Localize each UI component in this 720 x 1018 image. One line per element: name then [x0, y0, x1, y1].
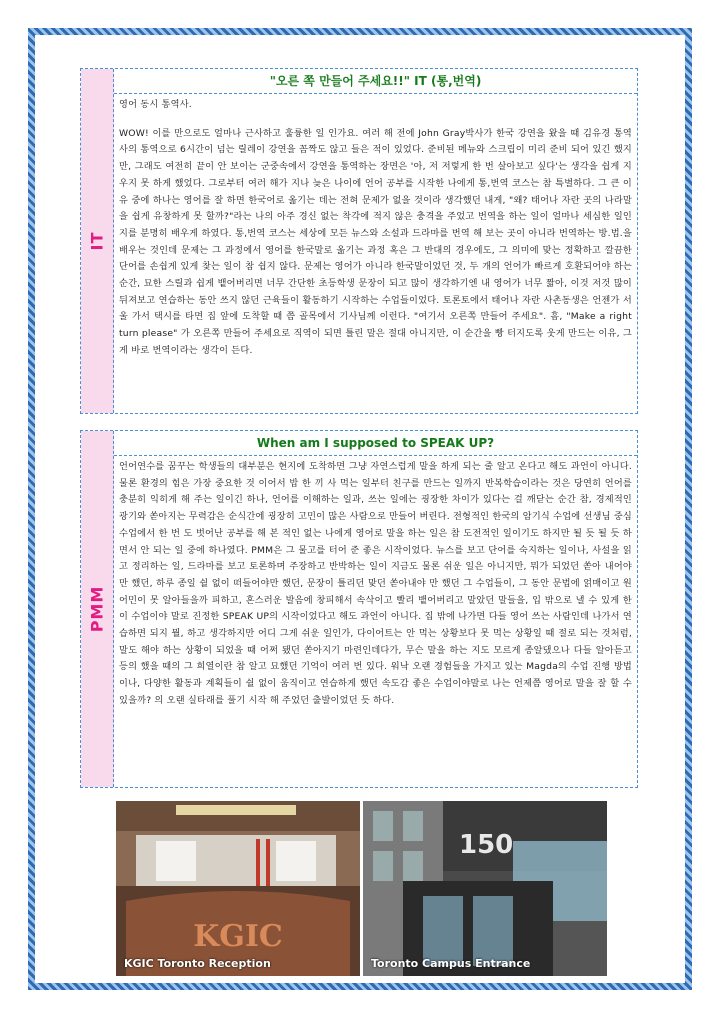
it-section-title: "오른 쪽 만들어 주세요!!" IT (통,번역)	[114, 69, 637, 94]
pmm-side-label: PMM	[87, 585, 107, 633]
pmm-side-bar	[81, 431, 114, 787]
campus-photo	[363, 801, 607, 976]
reception-photo	[116, 801, 360, 976]
pmm-section-title: When am I supposed to SPEAK UP?	[114, 431, 637, 456]
kgic-sign-text: KGIC	[193, 919, 283, 954]
it-section	[80, 68, 638, 414]
campus-illustration	[363, 801, 607, 976]
pmm-body	[119, 459, 632, 710]
it-side-label: IT	[87, 231, 107, 251]
reception-illustration	[116, 801, 360, 976]
pmm-paragraph: 언어연수를 꿈꾸는 학생들의 대부분은 현지에 도착하면 그냥 자연스럽게 말을 하게 되는 줄 알고 온다고 해도 과언이 아니다. 물론 환경의 힘은 가장 중요한 것 이어서 밥 한 끼 사 먹는 일부터 친구를 만드는 일까지 반복학습이라는 것은 당연히 언어를 충분히 익히게 해 주는 일이긴 하나, 언어를 이해하는 일과, 쓰는 일에는 굉장한 차이가 있다는 걸 깨닫는 순간 참, 경제적인 광기와 쏟아지는 무력감은 순식간에 굉장히 고민이 많은 사람으로 만들어 버린다. 전형적인 한국의 암기식 수업에 선생님 중심 수업에서 한 번 도 벗어난 공부를 해 본 적인 없는 나에게 영어로 말을 하는 일은 참 도전적인 일이기도 하지만 될 듯 될 듯 하면서 안 되는 일 중에 하나였다. PMM은 그 물고를 터어 준 좋은 시작이었다. 뉴스를 보고 단어를 숙지하는 일이나, 사설을 읽고 정리하는 일, 드라마를 보고 토론하며 주장하고 반박하는 일이 지금도 물론 쉬운 일은 아니지만, 뭐가 되었던 쏟아 내어야만 했던, 하루 종일 쉴 없이 떠들어야만 했던, 문장이 틀리던 맞던 쏟아내야 만 했던 그 수업들이, 그 동안 문법에 얽매이고 원어민이 못 알아들을까 피하고, 혼스러운 발음에 창피해서 속삭이고 빨리 뱉어버리고 말았던 말들을, 입 밖으로 낼 수 있게 한 이 수업이야 말로 진정한 SPEAK UP의 시작이었다고 해도 과언이 아니다. 집 밖에 나가면 다들 영어 쓰는 사람인데 나가서 연습하면 되지 뭘, 하고 생각하지만 어디 그게 쉬운 일인가, 다이어트는 안 먹는 상황보다 못 먹는 상황일 때 절로 되는 것처럼, 말도 해야 하는 상황이 되었을 때 어쩌 됐던 쏟아지기 마련인데다가, 무슨 말을 하는 지도 모르게 종알댔으나 다들 알아듣고 등의 했을 때의 그 희열이란 참 알고 묘했던 기억이 여러 번 있다. 워낙 오랜 경험들을 가지고 있는 Magda의 수업 진행 방법이나, 다양한 활동과 계획들이 쉴 없이 움직이고 연습하게 했던 속도감 좋은 수업이야말로 나는 언제쯤 영어로 말을 잘 할 수 있을까? 의 오랜 실타래를 풀기 시작 해 주었던 출발이었던 듯 하다.	[119, 461, 632, 706]
reception-caption: KGIC Toronto Reception	[124, 957, 271, 970]
it-side-bar	[81, 69, 114, 413]
it-subtitle: 영어 동시 통역사.	[119, 99, 192, 110]
campus-caption: Toronto Campus Entrance	[371, 957, 531, 970]
pmm-section	[80, 430, 638, 788]
building-number: 150	[459, 830, 514, 860]
it-paragraph: WOW! 이를 만으로도 얼마나 근사하고 훌륭한 일 인가요. 여러 해 전에 John Gray박사가 한국 강연을 왔을 때 김유경 통역사의 통역으로 6시간이 넘는 릴레이 강연을 꼼짝도 않고 들은 적이 있었다. 준비된 메뉴와 스크립이 미리 준비 되어 있긴 했지만, 그래도 여전히 끝이 안 보이는 군중속에서 강연을 통역하는 장면은 '아, 저 저렇게 한 번 살아보고 싶다'는 생각을 쉽게 지우지 못 하게 했었다. 그로부터 여러 해가 지나 늦은 나이에 언어 공부를 시작한 나에게 통,번역 코스는 참 특별하다. 그 큰 이유 중에 하나는 영어를 잘 하면 한국어로 옮기는 데는 전혀 문제가 없을 것이라 생각했던 내게, "왜? 태어나 자란 곳의 나라말을 쉽게 유창하게 못 할까?"라는 나의 아주 경신 없는 착각에 적지 않은 충격을 주었고 번역을 하는 일이 얼마나 세심한 일인지를 분명히 배우게 하였다. 통,번역 코스는 세상에 모든 뉴스와 소설과 드라마를 번역 해 보는 곳이 아니라 번역하는 방.법.을 배우는 것인데 문제는 그 과정에서 영어를 한국말로 옮기는 과정 혹은 그 반대의 경우에도, 그 의미에 맞는 정확하고 깔끔한 단어를 손쉽게 있게 찾는 일이 참 쉽지 않다. 문제는 영어가 아니라 한국말이었던 것, 두 개의 언어가 빠르게 호환되어야 하는 순간, 묘한 스릴과 쉽게 뱉어버리면 너무 간단한 초등학생 문장이 되고 많이 생각하기엔 내 영어가 너무 짧아, 이것 저것 많이 뒤져보고 연습하는 동안 쓰지 않던 근육들이 활동하기 시작하는 수업들이었다. 토론토에서 태어나 자란 사촌동생은 언젠가 서울 가서 택시를 타면 집 앞에 도착할 때 쯤 골목에서 기사님께 이런다. "여기서 오른쪽 만들어 주세요". 흠, "Make a right turn please" 가 오른쪽 만들어 주세요로 직역이 되면 틀린 말은 절대 아니지만, 이 순간을 빵 터지도록 웃게 만드는 이유, 그게 바로 번역이라는 생각이 든다.	[119, 127, 632, 356]
it-body	[119, 97, 632, 360]
